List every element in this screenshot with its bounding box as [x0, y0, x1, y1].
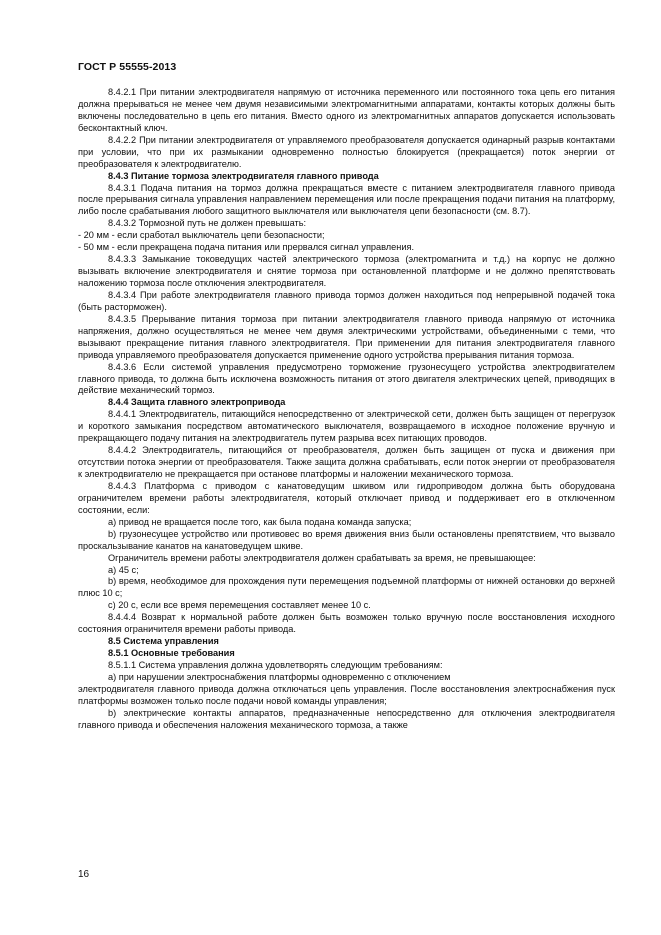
paragraph: - 20 мм - если сработал выключатель цепи безопасности; [78, 230, 325, 241]
document-header: ГОСТ Р 55555-2013 [78, 61, 177, 73]
paragraph: а) 45 с; [108, 564, 139, 575]
page-number: 16 [78, 869, 90, 880]
paragraph: а) при нарушении электроснабжения платформы одновременно с отключением [108, 671, 451, 682]
paragraph: 8.4.3.4 При работе электродвигателя главного привода тормоз должен находиться под непрерывной подачей тока (быть расторможен). [78, 289, 615, 312]
paragraph: 8.4.4.2 Электродвигатель, питающийся от преобразователя, должен быть защищен от пуска и движения при отсутствии потока энергии от преобразователя. Также защита должна срабатывать, если поток энергии от преобразователя к электродвигателю не прекращается при останове платформы и наложении механического тормоза. [78, 445, 615, 479]
section-heading: 8.5 Система управления [108, 636, 219, 647]
paragraph: b) грузонесущее устройство или противовес во время движения вниз были остановлены препятствием, что вызвало проскальзывание канатов на канатоведущем шкиве. [78, 528, 615, 551]
paragraph: 8.4.3.1 Подача питания на тормоз должна прекращаться вместе с питанием электродвигателя главного привода после прерывания сигнала управления направлением перемещения или после прекращения подачи питания на платформу, либо после срабатывания любого защитного выключателя или выключателя цепи безопасности (см. 8.7). [78, 182, 615, 217]
paragraph: а) привод не вращается после того, как была подана команда запуска; [108, 516, 412, 527]
section-heading: 8.4.3 Питание тормоза электродвигателя главного привода [108, 170, 379, 181]
paragraph: 8.4.4.4 Возврат к нормальной работе должен быть возможен только вручную после восстановления исходного состояния ограничителя времени работы привода. [78, 612, 615, 635]
paragraph: с) 20 с, если все время перемещения составляет менее 10 с. [108, 600, 371, 611]
paragraph: Ограничитель времени работы электродвигателя должен срабатывать за время, не превышающее: [108, 552, 536, 563]
paragraph: электродвигателя главного привода должна отключаться цепь управления. После восстановления электроснабжения пуск платформы возможен только после подачи новой команды управления; [78, 683, 615, 706]
paragraph: 8.4.2.2 При питании электродвигателя от управляемого преобразователя допускается одинарный разрыв контактами при условии, что при их размыкании одновременно полностью блокируется (прекращается) поток энергии от преобразователя к электродвигателю. [78, 134, 615, 169]
document-body [78, 87, 615, 732]
section-heading: 8.4.4 Защита главного электропривода [108, 397, 286, 408]
paragraph: - 50 мм - если прекращена подача питания или прервался сигнал управления. [78, 242, 415, 253]
paragraph: 8.4.3.6 Если системой управления предусмотрено торможение грузонесущего устройства электродвигателем главного привода, то должна быть исключена возможность питания от этого двигателя электрических цепей, приводящих в действие механический тормоз. [78, 361, 615, 396]
paragraph: 8.4.3.3 Замыкание токоведущих частей электрического тормоза (электромагнита и т.д.) на корпус не должно вызывать включение электродвигателя и снятие тормоза при остановленной платформе и не должно препятствовать наложению тормоза после отключения электродвигателя. [78, 254, 615, 288]
paragraph: 8.4.4.3 Платформа с приводом с канатоведущим шкивом или гидроприводом должна быть оборудована ограничителем времени работы электродвигателя, который отключает привод и поддерживает его в отключенном состоянии, если: [78, 480, 615, 515]
paragraph: b) электрические контакты аппаратов, предназначенные непосредственно для отключения электродвигателя главного привода и обеспечения наложения механического тормоза, а также [78, 707, 615, 730]
paragraph: 8.4.3.2 Тормозной путь не должен превышать: [108, 218, 307, 229]
paragraph: 8.4.3.5 Прерывание питания тормоза при питании электродвигателя главного привода напрямую от источника напряжения, должно осуществляться не менее чем двумя электрическими устройствами, объединенными с теми, что вызывают прекращение питания главного электродвигателя. При применении для питания электродвигателя главного привода управляемого преобразователя допускается применение одного устройства прерывания питания тормоза. [78, 313, 615, 360]
paragraph: b) время, необходимое для прохождения пути перемещения подъемной платформы от нижней остановки до верхней плюс 10 с; [78, 576, 615, 599]
paragraph: 8.4.4.1 Электродвигатель, питающийся непосредственно от электрической сети, должен быть защищен от перегрузок и короткого замыкания посредством автоматического выключателя, возвращаемого в исходное положение вручную и прекращающего подачу питания на электродвигатель путем разрыва всех питающих проводов. [78, 409, 615, 444]
paragraph: 8.4.2.1 При питании электродвигателя напрямую от источника переменного или постоянного тока цепь его питания должна прерываться не менее чем двумя независимыми электромагнитными аппаратами, контакты которых должны быть включены последовательно в цепь его питания. Вместо одного из электромагнитных аппаратов допускается использовать бесконтактный ключ. [78, 87, 615, 133]
paragraph: 8.5.1.1 Система управления должна удовлетворять следующим требованиям: [108, 660, 443, 670]
section-heading: 8.5.1 Основные требования [108, 648, 235, 659]
